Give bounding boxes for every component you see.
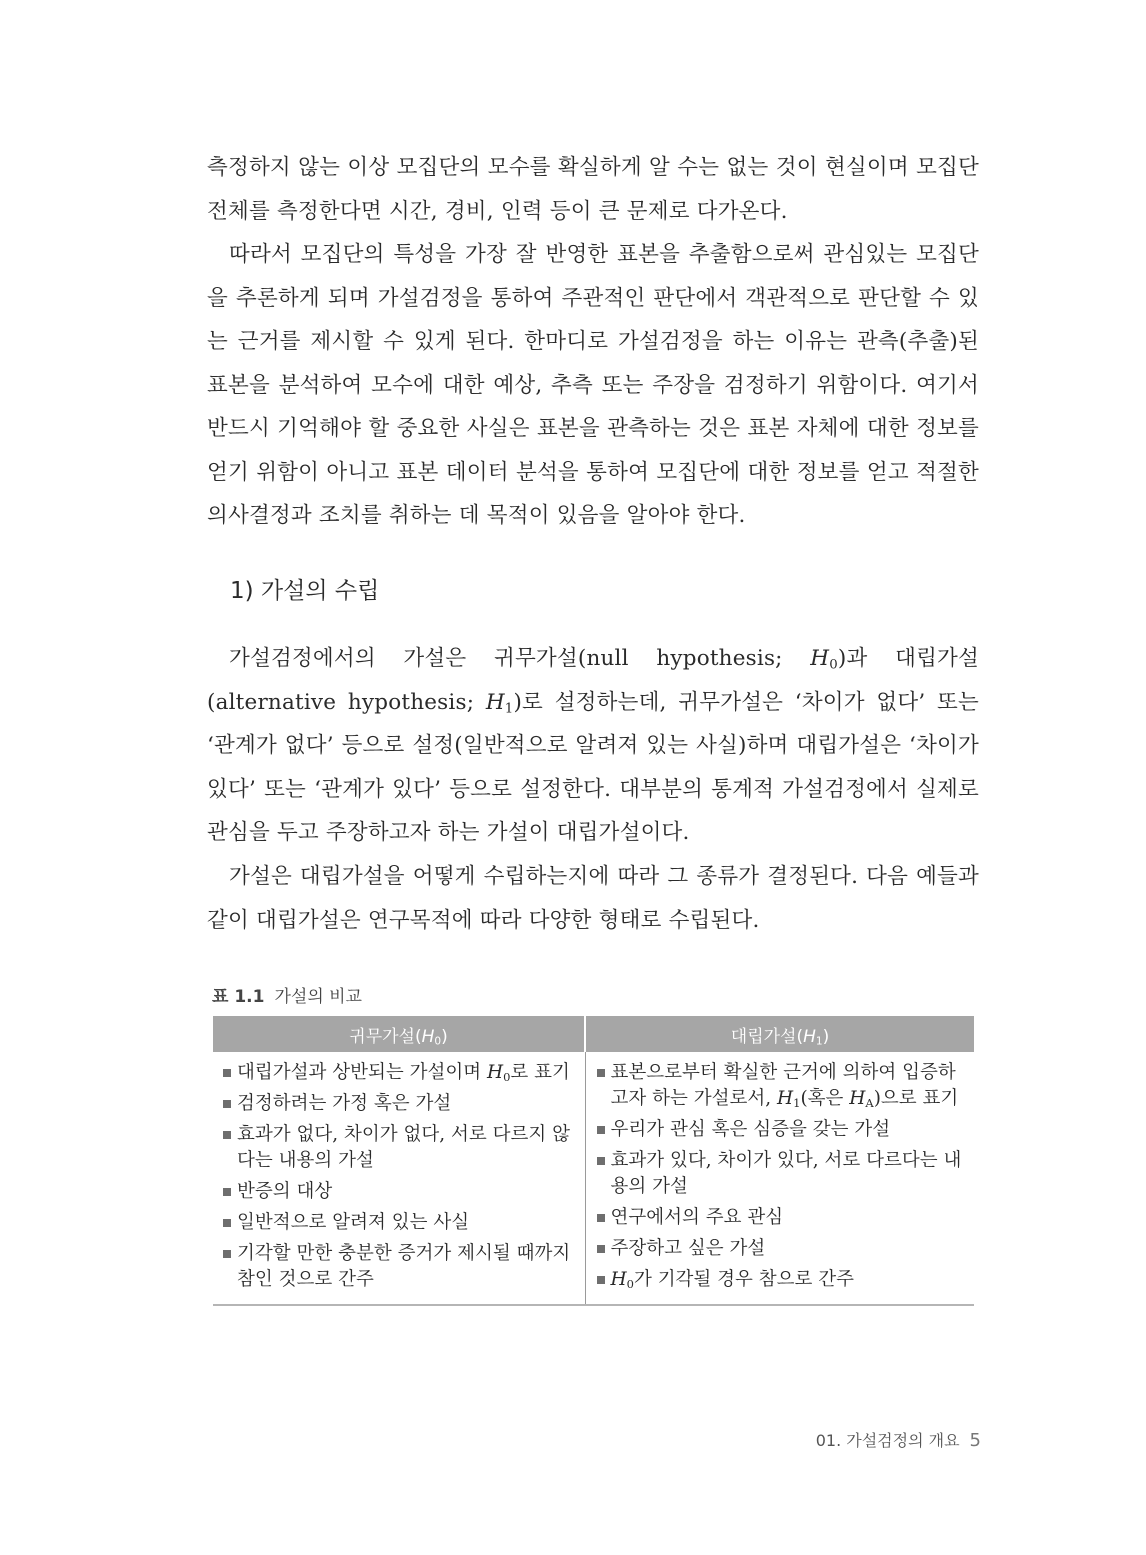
table-caption [212, 982, 362, 1007]
list-item: $H_0$가 기각될 경우 참으로 간주 [595, 1267, 971, 1293]
alternative-hypothesis-cell [585, 1052, 974, 1305]
null-hypothesis-list [221, 1060, 581, 1293]
table-caption-number: 표 1.1 [212, 987, 265, 1007]
page-footer [816, 1428, 981, 1451]
list-item: 표본으로부터 확실한 근거에 의하여 입증하고자 하는 가설로서, $H_1$(혹은 $H_A$)으로 표기 [595, 1060, 971, 1112]
null-hypothesis-cell [213, 1052, 585, 1305]
section-heading: 1) 가설의 수립 [230, 578, 380, 604]
text-segment: )과 대립가설(alternative hypothesis; [207, 646, 979, 715]
list-item: 효과가 있다, 차이가 있다, 서로 다르다는 내용의 가설 [595, 1148, 971, 1200]
math-sub: 1 [504, 700, 514, 716]
list-item: 반증의 대상 [221, 1179, 581, 1205]
page-number: 5 [969, 1430, 981, 1451]
list-item: 기각할 만한 충분한 증거가 제시될 때까지 참인 것으로 간주 [221, 1241, 581, 1293]
list-item: 효과가 없다, 차이가 없다, 서로 다르지 않다는 내용의 가설 [221, 1122, 581, 1174]
null-hypothesis-header: 귀무가설$(H_0)$ [213, 1016, 585, 1052]
math-var: H [485, 689, 505, 715]
chapter-title: 01. 가설검정의 개요 [815, 1431, 960, 1450]
hypothesis-comparison-table [213, 1016, 974, 1306]
table-row [213, 1052, 974, 1305]
alternative-hypothesis-list [595, 1060, 971, 1293]
paragraph-2: 따라서 모집단의 특성을 가장 잘 반영한 표본을 추출함으로써 관심있는 모집단을 추론하게 되며 가설검정을 통하여 주관적인 판단에서 객관적으로 판단할 수 있는 근거를 제시할 수 있게 된다. 한마디로 가설검정을 하는 이유는 관측(추출)된 표본을 분석하여 모수에 대한 예상, 추측 또는 주장을 검정하기 위함이다. 여기서 반드시 기억해야 할 중요한 사실은 표본을 관측하는 것은 표본 자체에 대한 정보를 얻기 위함이 아니고 표본 데이터 분석을 통하여 모집단에 대한 정보를 얻고 적절한 의사결정과 조치를 취하는 데 목적이 있음을 알아야 한다. [207, 242, 979, 528]
paragraph-4: 가설은 대립가설을 어떻게 수립하는지에 따라 그 종류가 결정된다. 다음 예들과 같이 대립가설은 연구목적에 따라 다양한 형태로 수립된다. [207, 864, 979, 933]
list-item: 주장하고 싶은 가설 [595, 1236, 971, 1262]
list-item: 우리가 관심 혹은 심증을 갖는 가설 [595, 1117, 971, 1143]
list-item: 연구에서의 주요 관심 [595, 1205, 971, 1231]
table-header-row [213, 1016, 974, 1052]
text-segment: )로 설정하는데, 귀무가설은 ‘차이가 없다’ 또는 ‘관계가 없다’ 등으로 설정(일반적으로 알려져 있는 사실)하며 대립가설은 ‘차이가 있다’ 또는 ‘관계가 있다’ 등으로 설정한다. 대부분의 통계적 가설검정에서 실제로 관심을 두고 주장하고자 하는 가설이 대립가설이다. [207, 689, 979, 845]
math-var: H [810, 646, 830, 671]
table-caption-title: 가설의 비교 [274, 987, 362, 1007]
alternative-hypothesis-header: 대립가설$(H_1)$ [585, 1016, 974, 1052]
paragraph-1: 측정하지 않는 이상 모집단의 모수를 확실하게 알 수는 없는 것이 현실이며 모집단 전체를 측정한다면 시간, 경비, 인력 등이 큰 문제로 다가온다. [207, 155, 979, 224]
text-segment: 가설검정에서의 가설은 귀무가설(null hypothesis; [229, 646, 811, 671]
list-item: 일반적으로 알려져 있는 사실 [221, 1210, 581, 1236]
paragraph-3 [207, 637, 979, 855]
list-item: 대립가설과 상반되는 가설이며 $H_0$로 표기 [221, 1060, 581, 1086]
math-sub: 0 [829, 657, 838, 673]
list-item: 검정하려는 가정 혹은 가설 [221, 1091, 581, 1117]
